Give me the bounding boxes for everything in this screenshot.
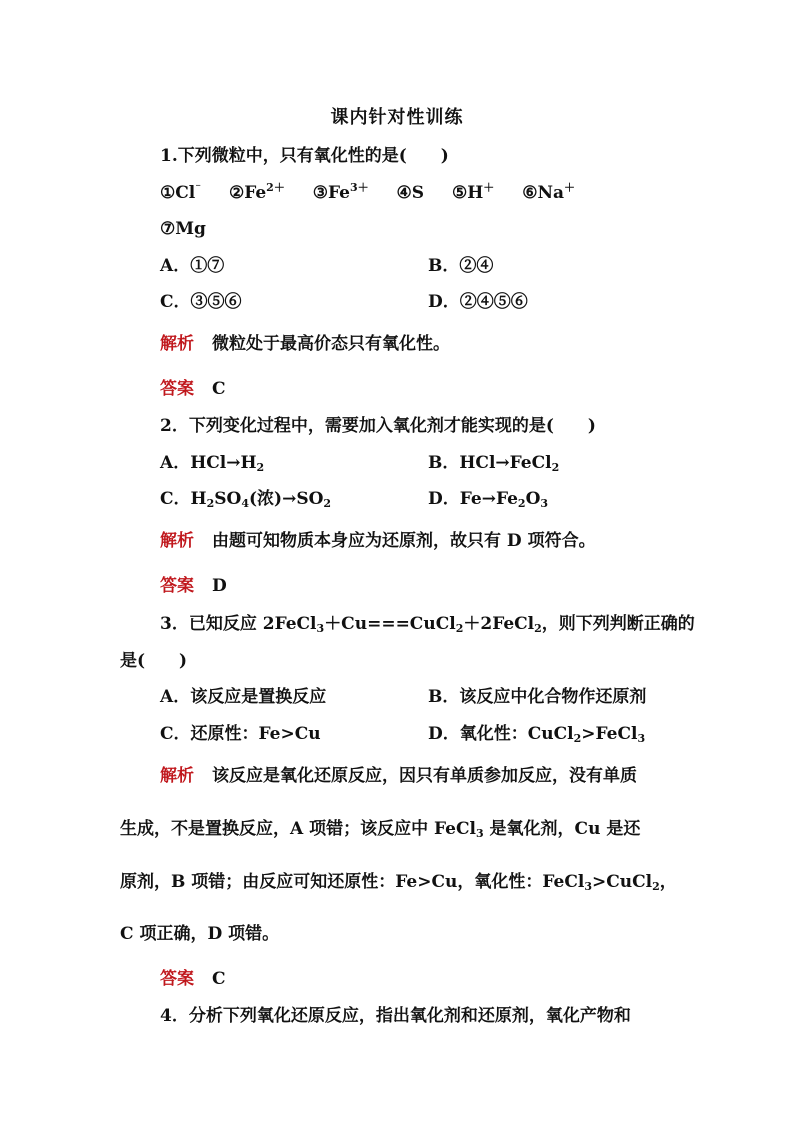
q3-answer: 答案 C: [160, 969, 226, 989]
answer-label: 答案: [160, 576, 194, 596]
q2-option-c: C．$H_2SO_4$(浓)$\to SO_2$: [160, 489, 332, 510]
answer-label: 答案: [160, 379, 194, 399]
q1-option-a: A．①⑦: [160, 256, 225, 276]
q1-option-d: D．②④⑤⑥: [428, 292, 528, 312]
q2-stem: 2．下列变化过程中，需要加入氧化剂才能实现的是( ): [160, 416, 596, 436]
particle-6: ⑥Na＋: [522, 181, 576, 203]
particle-4: ④S: [396, 183, 425, 203]
q3-analysis-line3: 原剂，B 项错；由反应可知还原性：Fe>Cu，氧化性：FeCl$_3$>CuCl$_2$，: [120, 872, 677, 893]
q1-option-c: C．③⑤⑥: [160, 292, 242, 312]
q4-stem: 4．分析下列氧化还原反应，指出氧化剂和还原剂，氧化产物和: [160, 1006, 631, 1026]
q3-option-a: A．该反应是置换反应: [160, 687, 327, 707]
analysis-label: 解析: [160, 766, 194, 786]
q3-stem: 3．已知反应 2FeCl$_3$＋Cu===CuCl$_2$＋2FeCl$_2$，则下列判断正确的: [160, 614, 695, 635]
q1-option-b: B．②④: [428, 256, 494, 276]
analysis-label: 解析: [160, 531, 194, 551]
page-title: 课内针对性训练: [330, 107, 464, 128]
particle-1: ①Cl⁻: [160, 181, 202, 203]
q3-analysis-line4: C 项正确，D 项错。: [120, 924, 280, 944]
q3-analysis-line2: 生成，不是置换反应，A 项错；该反应中 FeCl$_3$ 是氧化剂，Cu 是还: [120, 819, 641, 840]
answer-label: 答案: [160, 969, 194, 989]
particle-3: $③Fe^{3+}$: [312, 181, 369, 203]
particle-5: ⑤H＋: [451, 181, 495, 203]
q2-option-d: D．$Fe\to Fe_2O_3$: [428, 489, 549, 510]
particle-2: $②Fe^{2+}$: [228, 181, 285, 203]
q1-particles: [160, 181, 597, 203]
q3-option-c: C．还原性：Fe>Cu: [160, 724, 321, 744]
q2-option-b: B．HCl→FeCl$_2$: [428, 453, 560, 474]
q3-stem-line2: 是( ): [120, 651, 188, 671]
q1-answer: 答案 C: [160, 379, 226, 399]
q2-answer: 答案 D: [160, 576, 227, 596]
q2-option-a: A．$HCl\to H_2$: [160, 453, 265, 474]
q3-option-d: D．氧化性：CuCl$_2$>FeCl$_3$: [428, 724, 646, 745]
q3-option-b: B．该反应中化合物作还原剂: [428, 687, 647, 707]
analysis-label: 解析: [160, 334, 194, 354]
q3-analysis-line1: 解析 该反应是氧化还原反应，因只有单质参加反应，没有单质: [160, 766, 637, 786]
q1-stem: 1.下列微粒中，只有氧化性的是( ): [160, 146, 449, 166]
q1-analysis: 解析 微粒处于最高价态只有氧化性。: [160, 334, 450, 354]
particle-7: ⑦Mg: [160, 219, 206, 239]
q2-analysis: 解析 由题可知物质本身应为还原剂，故只有 D 项符合。: [160, 531, 596, 551]
